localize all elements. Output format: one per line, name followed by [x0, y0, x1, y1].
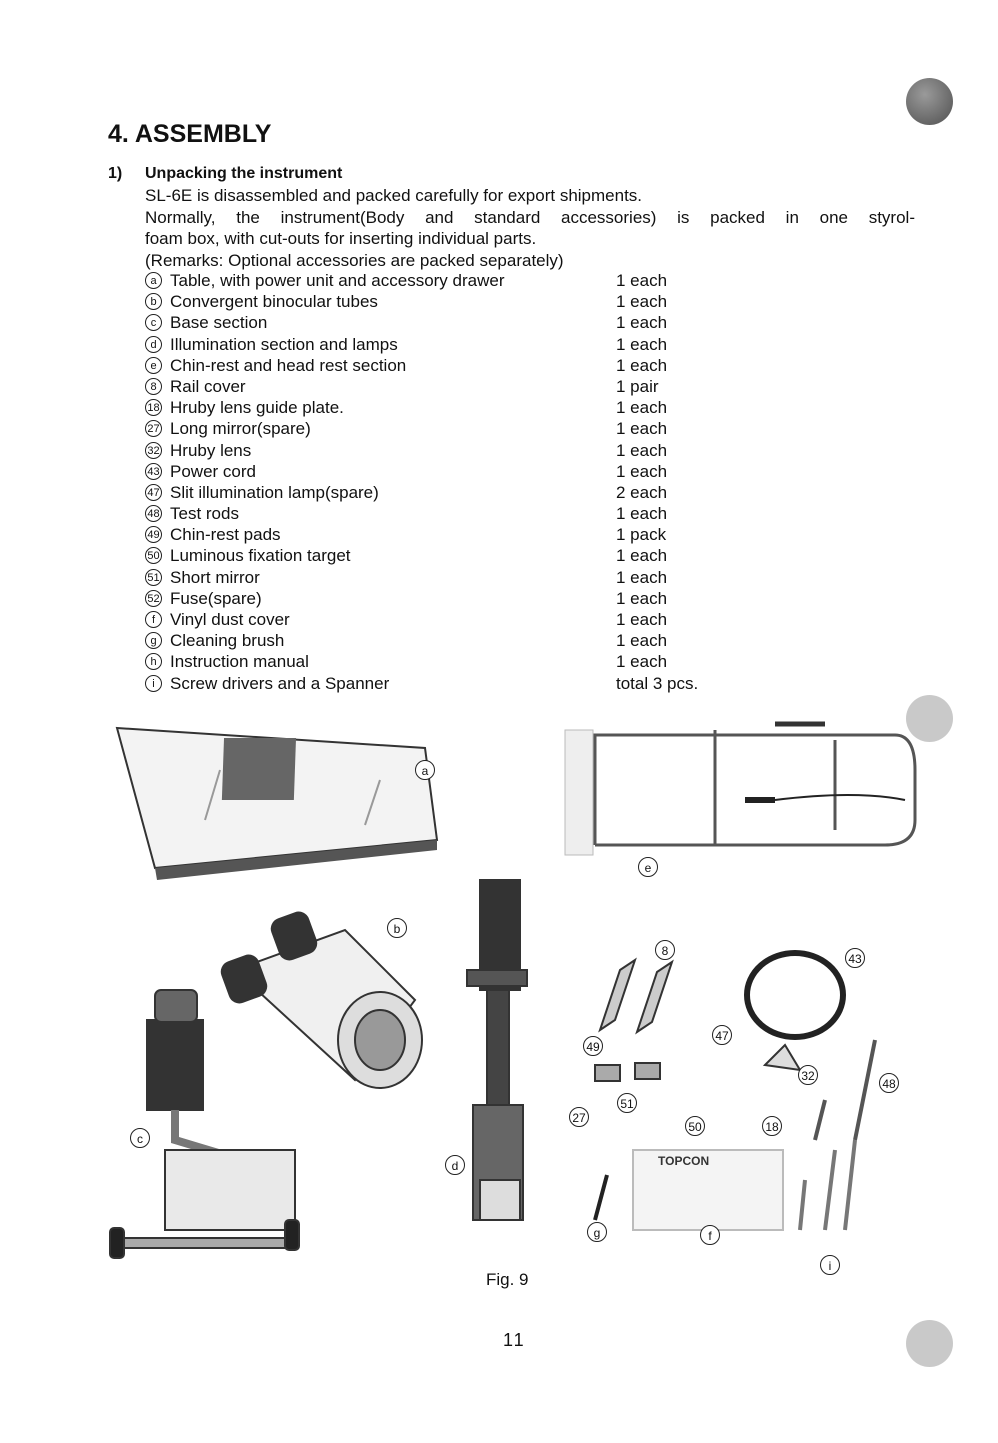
item-quantity: 1 each	[616, 292, 668, 312]
item-marker: f	[145, 611, 162, 628]
figure-illustration	[95, 710, 925, 1280]
item-quantity: 1 each	[616, 461, 668, 481]
list-item	[145, 461, 725, 482]
item-name: Fuse(spare)	[170, 588, 262, 608]
item-name: Short mirror	[170, 567, 260, 587]
item-quantity: 1 each	[616, 652, 668, 672]
figure-label-f: f	[700, 1225, 720, 1245]
item-name: Chin-rest pads	[170, 525, 281, 545]
figure-label-18: 18	[762, 1116, 782, 1136]
item-marker: d	[145, 336, 162, 353]
item-marker: 52	[145, 590, 162, 607]
intro-line: SL-6E is disassembled and packed carefully for export shipments.	[145, 186, 643, 205]
item-marker: a	[145, 272, 162, 289]
item-quantity: 1 each	[616, 419, 668, 439]
figure-label-50: 50	[685, 1116, 705, 1136]
list-item	[145, 376, 725, 397]
item-quantity: 1 each	[616, 588, 668, 608]
item-name: Vinyl dust cover	[170, 610, 290, 629]
item-marker: i	[145, 675, 162, 692]
contents-list	[145, 270, 725, 694]
item-marker: 32	[145, 442, 162, 459]
list-item	[145, 609, 725, 630]
item-marker: c	[145, 314, 162, 331]
list-item	[145, 440, 725, 461]
item-name: Convergent binocular tubes	[170, 292, 378, 312]
item-name: Luminous fixation target	[170, 546, 351, 566]
figure-label-a: a	[415, 760, 435, 780]
item-quantity: 1 each	[616, 631, 668, 651]
list-item	[145, 630, 725, 651]
item-quantity: 1 each	[616, 355, 668, 375]
illumination-drawing	[467, 880, 527, 1220]
list-item	[145, 334, 725, 355]
intro-paragraph	[145, 185, 915, 271]
list-item	[145, 545, 725, 566]
figure-label-51: 51	[617, 1093, 637, 1113]
item-marker: h	[145, 653, 162, 670]
list-item	[145, 312, 725, 333]
item-name: Base section	[170, 313, 268, 333]
item-quantity: 1 pack	[616, 525, 667, 545]
item-marker: 49	[145, 526, 162, 543]
list-item	[145, 524, 725, 545]
figure-label-27: 27	[569, 1107, 589, 1127]
table-drawing	[117, 728, 437, 880]
list-item	[145, 673, 725, 694]
list-item	[145, 355, 725, 376]
item-name: Power cord	[170, 461, 256, 481]
list-item	[145, 270, 725, 291]
item-quantity: 1 each	[616, 398, 668, 418]
subsection-title: Unpacking the instrument	[145, 165, 343, 182]
figure-label-43: 43	[845, 948, 865, 968]
figure-label-49: 49	[583, 1036, 603, 1056]
item-quantity: 1 each	[616, 334, 668, 354]
list-item	[145, 418, 725, 439]
list-item	[145, 651, 725, 672]
topcon-cover-text: TOPCON	[658, 1154, 710, 1168]
figure-label-8: 8	[655, 940, 675, 960]
subsection-number: 1)	[108, 165, 123, 182]
item-quantity: 1 each	[616, 567, 668, 587]
item-name: Test rods	[170, 504, 239, 524]
list-item	[145, 567, 725, 588]
item-marker: 8	[145, 378, 162, 395]
item-name: Slit illumination lamp(spare)	[170, 482, 379, 502]
list-item	[145, 588, 725, 609]
chin-rest-drawing	[565, 724, 915, 855]
margin-dot-bottom	[906, 1320, 953, 1367]
figure-label-32: 32	[798, 1065, 818, 1085]
figure-label-g: g	[587, 1222, 607, 1242]
figure-label-e: e	[638, 857, 658, 877]
figure-label-b: b	[387, 918, 407, 938]
list-item	[145, 482, 725, 503]
item-marker: 47	[145, 484, 162, 501]
page-number: 11	[503, 1330, 526, 1350]
item-quantity: 1 each	[616, 610, 668, 629]
item-marker: 27	[145, 420, 162, 437]
item-marker: b	[145, 293, 162, 310]
item-name: Rail cover	[170, 376, 246, 396]
item-name: Hruby lens guide plate.	[170, 398, 344, 418]
list-item	[145, 397, 725, 418]
intro-line: Normally, the instrument(Body and standard accessories) is packed in one styrol-	[145, 207, 915, 227]
margin-dot-top	[906, 78, 953, 125]
item-name: Long mirror(spare)	[170, 419, 311, 439]
intro-line: (Remarks: Optional accessories are packed separately)	[145, 250, 564, 270]
intro-line: foam box, with cut-outs for inserting individual parts.	[145, 229, 537, 248]
base-drawing	[110, 990, 299, 1258]
figure-label-i: i	[820, 1255, 840, 1275]
figure-label-d: d	[445, 1155, 465, 1175]
item-marker: 48	[145, 505, 162, 522]
accessories-drawing	[595, 953, 875, 1230]
item-marker: e	[145, 357, 162, 374]
item-quantity: 1 each	[616, 504, 668, 524]
item-marker: 18	[145, 399, 162, 416]
item-quantity: 1 each	[616, 440, 668, 460]
section-title: 4. ASSEMBLY	[108, 120, 272, 148]
item-name: Screw drivers and a Spanner	[170, 673, 390, 693]
item-quantity: 1 each	[616, 546, 668, 566]
item-quantity: 1 pair	[616, 376, 659, 396]
item-quantity: 1 each	[616, 313, 668, 333]
list-item	[145, 291, 725, 312]
item-quantity: 1 each	[616, 271, 668, 290]
item-marker: 43	[145, 463, 162, 480]
figure-caption: Fig. 9	[486, 1270, 529, 1289]
item-marker: g	[145, 632, 162, 649]
item-name: Illumination section and lamps	[170, 334, 398, 354]
item-quantity: total 3 pcs.	[616, 673, 699, 693]
item-name: Table, with power unit and accessory drawer	[170, 271, 505, 290]
item-name: Cleaning brush	[170, 631, 285, 651]
figure-label-48: 48	[879, 1073, 899, 1093]
figure-label-c: c	[130, 1128, 150, 1148]
figure-9	[95, 710, 925, 1280]
item-marker: 50	[145, 547, 162, 564]
figure-label-47: 47	[712, 1025, 732, 1045]
item-name: Hruby lens	[170, 440, 252, 460]
list-item	[145, 503, 725, 524]
item-name: Instruction manual	[170, 652, 309, 672]
item-name: Chin-rest and head rest section	[170, 355, 407, 375]
item-marker: 51	[145, 569, 162, 586]
item-quantity: 2 each	[616, 482, 668, 502]
